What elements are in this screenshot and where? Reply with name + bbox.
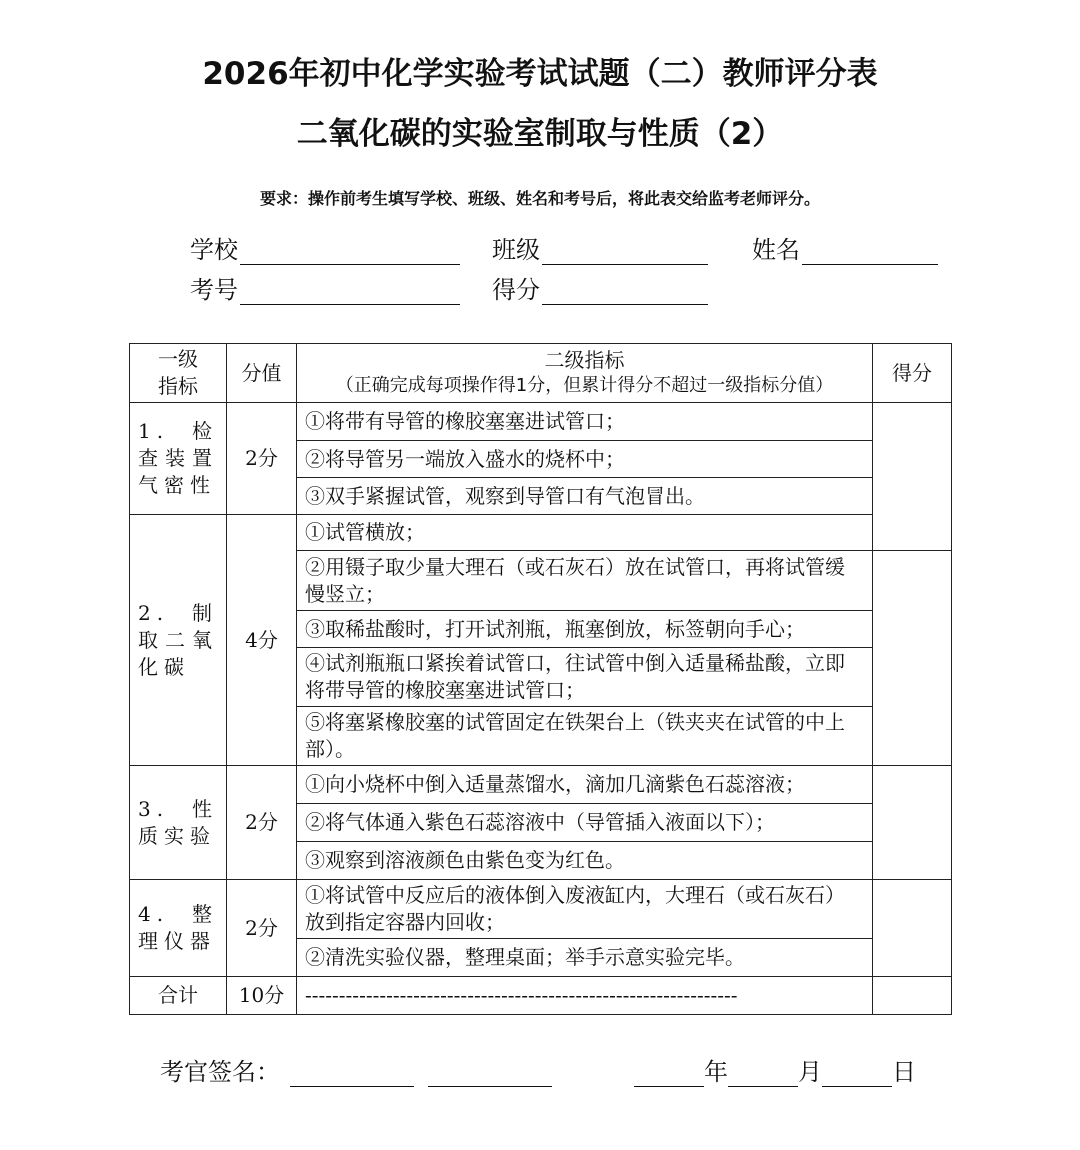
criterion-item: ⑤将塞紧橡胶塞的试管固定在铁架台上（铁夹夹在试管的中上部）。 xyxy=(297,707,873,766)
school-label: 学校 xyxy=(190,236,238,264)
score-entry-cell[interactable] xyxy=(873,403,952,551)
day-line[interactable] xyxy=(822,1060,892,1087)
table-row xyxy=(130,880,952,939)
month-line[interactable] xyxy=(728,1060,798,1087)
class-field[interactable] xyxy=(492,230,708,265)
section-label: 3. 性质实验 xyxy=(130,766,227,880)
day-label: 日 xyxy=(892,1058,916,1086)
class-label: 班级 xyxy=(492,236,540,264)
year-line[interactable] xyxy=(634,1060,704,1087)
criterion-item: ④试剂瓶瓶口紧挨着试管口，往试管中倒入适量稀盐酸，立即将带导管的橡胶塞塞进试管口； xyxy=(297,648,873,707)
criterion-item: ①将试管中反应后的液体倒入废液缸内，大理石（或石灰石）放到指定容器内回收； xyxy=(297,880,873,939)
section-label: 1. 检查装置气密性 xyxy=(130,403,227,515)
score-label: 得分 xyxy=(492,276,540,304)
exam-no-label: 考号 xyxy=(190,276,238,304)
signature-line-2[interactable] xyxy=(428,1060,552,1087)
total-dashes: ---------------------------------------------------------------- xyxy=(297,977,873,1015)
total-row xyxy=(130,977,952,1015)
criterion-item: ②将导管另一端放入盛水的烧杯中； xyxy=(297,441,873,478)
header-level2: 二级指标 （正确完成每项操作得1分，但累计得分不超过一级指标分值） xyxy=(297,344,873,403)
criterion-item: ①试管横放； xyxy=(297,515,873,551)
score-input-line[interactable] xyxy=(542,278,708,305)
year-label: 年 xyxy=(704,1058,728,1086)
score-entry-cell[interactable] xyxy=(873,766,952,880)
header-level1: 一级 指标 xyxy=(130,344,227,403)
school-input-line[interactable] xyxy=(240,238,460,265)
criterion-item: ③观察到溶液颜色由紫色变为红色。 xyxy=(297,842,873,880)
criterion-item: ③双手紧握试管，观察到导管口有气泡冒出。 xyxy=(297,478,873,515)
total-points: 10分 xyxy=(227,977,297,1015)
class-input-line[interactable] xyxy=(542,238,708,265)
page-title: 2026年初中化学实验考试试题（二）教师评分表 xyxy=(202,56,878,92)
name-field[interactable] xyxy=(752,230,938,265)
criterion-item: ①向小烧杯中倒入适量蒸馏水，滴加几滴紫色石蕊溶液； xyxy=(297,766,873,804)
score-entry-cell[interactable] xyxy=(873,880,952,977)
section-points: 4分 xyxy=(227,515,297,766)
exam-no-input-line[interactable] xyxy=(240,278,460,305)
table-row xyxy=(130,403,952,441)
score-entry-cell[interactable] xyxy=(873,551,952,766)
header-score: 得分 xyxy=(873,344,952,403)
table-row xyxy=(130,766,952,804)
signature-line-1[interactable] xyxy=(290,1060,414,1087)
name-input-line[interactable] xyxy=(802,238,938,265)
school-field[interactable] xyxy=(190,230,460,265)
table-row xyxy=(130,515,952,551)
criterion-item: ②用镊子取少量大理石（或石灰石）放在试管口，再将试管缓慢竖立； xyxy=(297,551,873,611)
signature-label: 考官签名： xyxy=(160,1058,280,1086)
total-label: 合计 xyxy=(130,977,227,1015)
scoring-table xyxy=(129,343,952,1015)
criterion-item: ②将气体通入紫色石蕊溶液中（导管插入液面以下）； xyxy=(297,804,873,842)
section-label: 2. 制取二氧化碳 xyxy=(130,515,227,766)
exam-no-field[interactable] xyxy=(190,270,460,305)
header-points: 分值 xyxy=(227,344,297,403)
section-points: 2分 xyxy=(227,880,297,977)
section-points: 2分 xyxy=(227,403,297,515)
requirement-note: 要求：操作前考生填写学校、班级、姓名和考号后，将此表交给监考老师评分。 xyxy=(259,189,820,208)
signature-area xyxy=(160,1052,916,1087)
criterion-item: ③取稀盐酸时，打开试剂瓶，瓶塞倒放，标签朝向手心； xyxy=(297,611,873,648)
page-subtitle: 二氧化碳的实验室制取与性质（2） xyxy=(296,116,784,152)
criterion-item: ②清洗实验仪器，整理桌面；举手示意实验完毕。 xyxy=(297,939,873,977)
name-label: 姓名 xyxy=(752,236,800,264)
total-score-cell[interactable] xyxy=(873,977,952,1015)
section-points: 2分 xyxy=(227,766,297,880)
score-field[interactable] xyxy=(492,270,708,305)
criterion-item: ①将带有导管的橡胶塞塞进试管口； xyxy=(297,403,873,441)
section-label: 4. 整理仪器 xyxy=(130,880,227,977)
table-header-row xyxy=(130,344,952,403)
month-label: 月 xyxy=(798,1058,822,1086)
